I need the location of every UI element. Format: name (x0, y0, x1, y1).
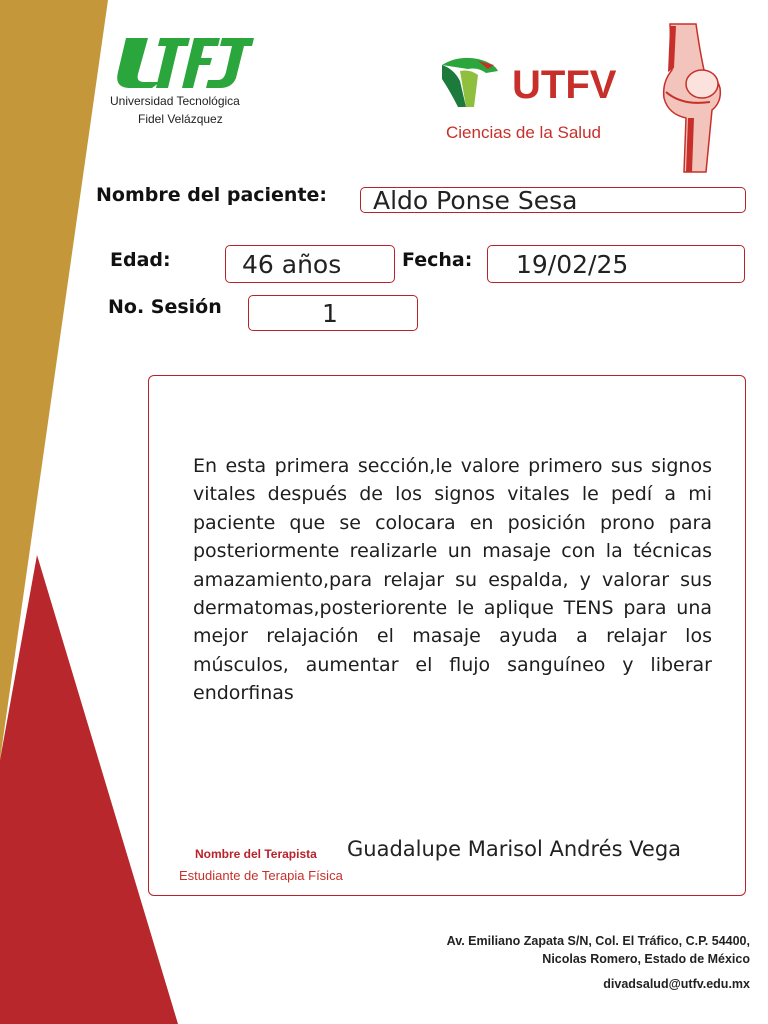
age-field[interactable] (225, 245, 395, 283)
therapist-name: Guadalupe Marisol Andrés Vega (347, 837, 682, 861)
faculty-name: Ciencias de la Salud (446, 123, 601, 142)
session-value: 1 (322, 298, 338, 328)
utfj-logo-mark (108, 30, 258, 92)
therapist-label: Nombre del Terapista (195, 847, 317, 861)
therapist-role: Estudiante de Terapia Física (179, 868, 343, 883)
patient-name-label: Nombre del paciente: (96, 184, 328, 206)
age-value: 46 años (242, 249, 342, 279)
utfv-logo-text: UTFV (512, 63, 617, 107)
utfv-logo (438, 55, 638, 145)
address-line-2: Nicolas Romero, Estado de México (542, 952, 750, 966)
utfj-logo (108, 30, 268, 130)
session-label: No. Sesión (108, 296, 222, 318)
session-notes-text: En esta primera sección,le valore primero sus signos vitales después de los signos vitales le pedí a mi paciente que se colocara en posición prono para posteriormente realizarle un masaje con la técnicas amazamiento,para relajar su espalda, y valorar sus dermatomas,posteriorente le aplique TENS para una mejor relajación el masaje ayuda a relajar los músculos, aumentar el flujo sanguíneo y liberar endorfinas (193, 455, 712, 705)
date-value: 19/02/25 (516, 249, 629, 279)
knee-joint-icon (656, 22, 728, 174)
age-label: Edad: (110, 249, 171, 271)
session-field[interactable] (248, 295, 418, 331)
patient-name-field[interactable] (360, 187, 746, 213)
contact-email: divadsalud@utfv.edu.mx (603, 977, 750, 991)
date-field[interactable] (487, 245, 745, 283)
university-name-line1: Universidad Tecnológica (110, 94, 240, 108)
address-line-1: Av. Emiliano Zapata S/N, Col. El Tráfico, C.P. 54400, (446, 934, 750, 948)
patient-name-value: Aldo Ponse Sesa (373, 185, 578, 215)
quetzal-emblem-icon (438, 55, 500, 109)
university-name-line2: Fidel Velázquez (138, 112, 223, 126)
date-label: Fecha: (402, 249, 473, 271)
